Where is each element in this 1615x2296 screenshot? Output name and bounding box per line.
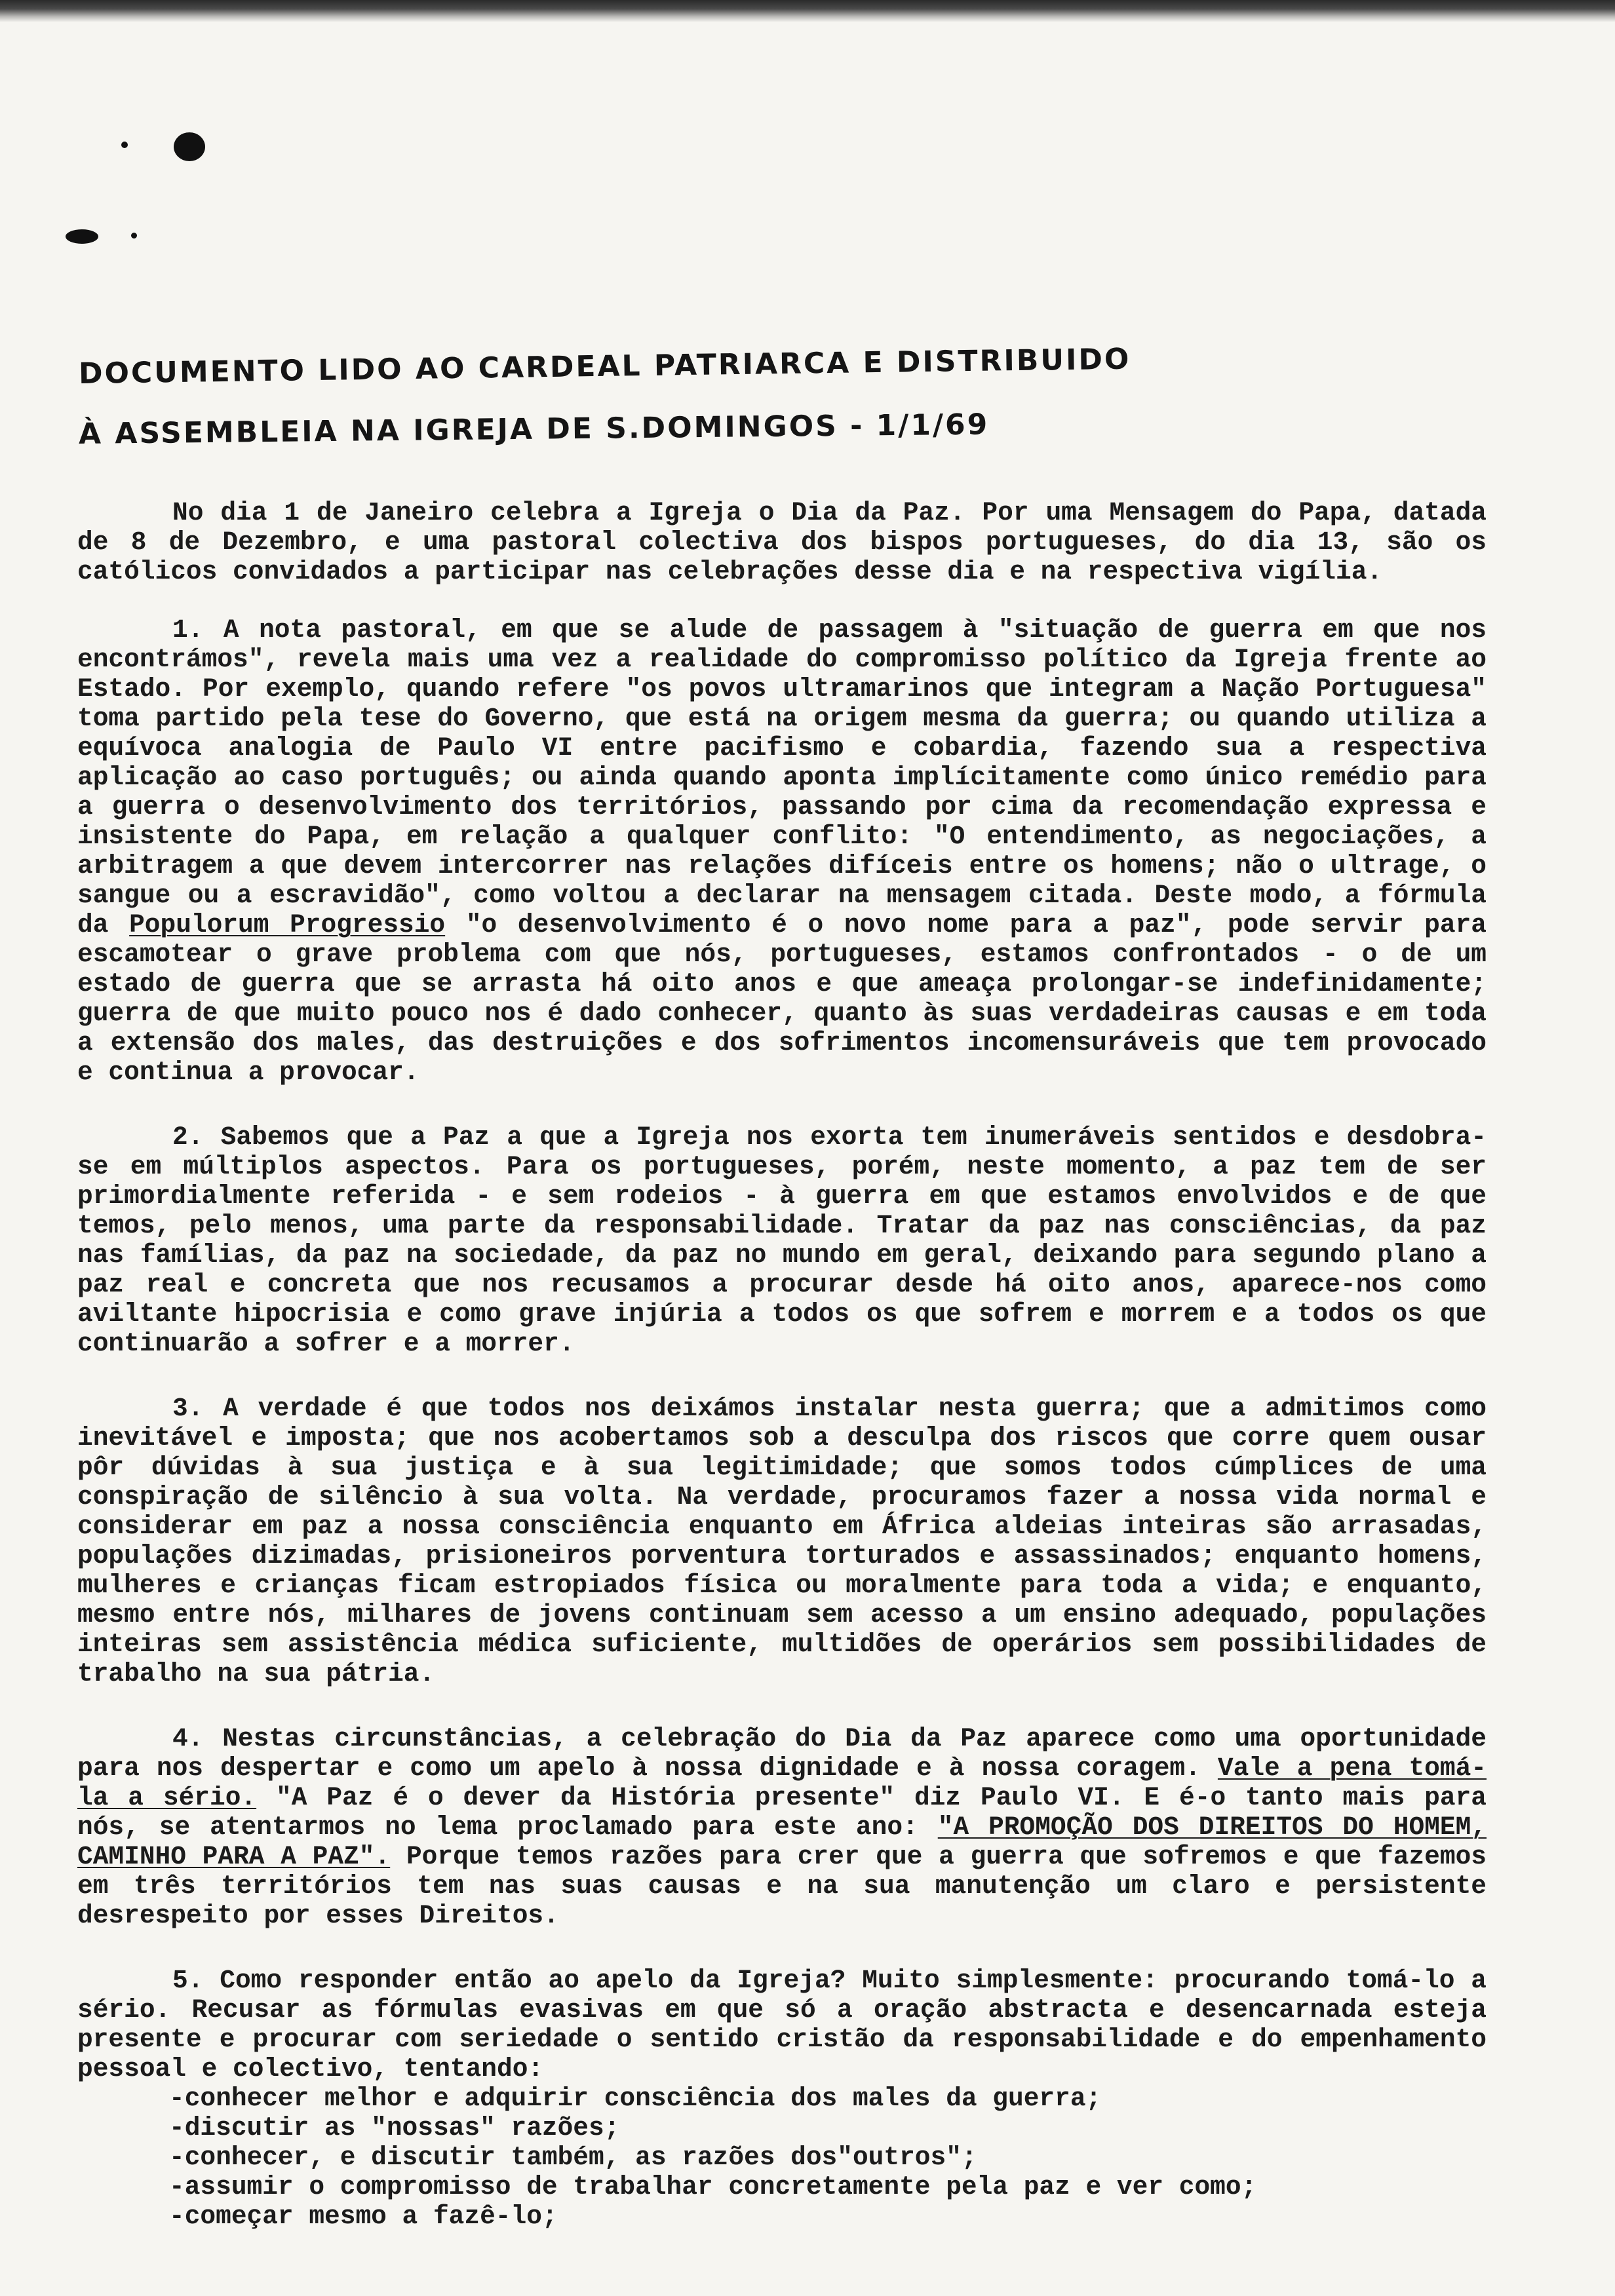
- ink-smudge: [66, 229, 98, 244]
- paragraph-2: 2. Sabemos que a Paz a que a Igreja nos exorta tem inumeráveis sentidos e desdobra-se em múltiplos aspectos. Para os portugueses, porém, neste momento, a paz tem de ser primordialmente referida - e sem rodeios - à guerra em que estamos envolvidos e de que temos, pelo menos, uma parte da responsabilidade. Tratar da paz nas consciências, da paz nas famílias, da paz na sociedade, da paz no mundo em geral, deixando para segundo plano a paz real e concreta que nos recusamos a procurar desde há oito anos, aparece-nos como aviltante hipocrisia e como grave injúria a todos os que sofrem e morrem e a todos os que continuarão a sofrer e a morrer.: [77, 1122, 1487, 1358]
- vale-a-pena-underlined: Vale a pena tomá-la a sério.: [77, 1753, 1487, 1812]
- list-item: -começar mesmo a fazê-lo;: [169, 2202, 558, 2231]
- paragraph-1-text-a: 1. A nota pastoral, em que se alude de passagem à "situação de guerra em que nos encontrámos", revela mais uma vez a realidade do compromisso político da Igreja frente ao Estado. Por exemplo, quando refere "os povos ultramarinos que integram a Nação Portuguesa" toma partido pela tese do Governo, que está na origem mesma da guerra; ou quando utiliza a equívoca analogia de Paulo VI entre pacifismo e cobardia, fazendo sua a respectiva aplicação ao caso português; ou ainda quando aponta implícitamente como único remédio para a guerra o desenvolvimento dos territórios, passando por cima da recomendação expressa e insistente do Papa, em relação a qualquer conflito: "O entendimento, as negociações, a arbitragem a que devem intercorrer nas relações difíceis entre os homens; não o ultrage, o sangue ou a escravidão", como voltou a declarar na mensagem citada. Deste modo, a fórmula da: [77, 615, 1487, 940]
- list-item: -conhecer melhor e adquirir consciência dos males da guerra;: [169, 2084, 1102, 2113]
- paragraph-3: 3. A verdade é que todos nos deixámos instalar nesta guerra; que a admitimos como inevitável e imposta; que nos acobertamos sob a desculpa dos riscos que corre quem ousar pôr dúvidas à sua justiça e à sua legitimidade; que somos todos cúmplices de uma conspiração de silêncio à sua volta. Na verdade, procuramos fazer a nossa vida normal e considerar em paz a nossa consciência enquanto em África aldeias inteiras são arrasadas, populações dizimadas, prisioneiros porventura torturados e assassinados; enquanto homens, mulheres e crianças ficam estropiados física ou moralmente para toda a vida; e enquanto, mesmo entre nós, milhares de jovens continuam sem acesso a um ensino adequado, populações inteiras sem assistência médica suficiente, multidões de operários sem possibilidades de trabalho na sua pátria.: [77, 1394, 1487, 1689]
- ink-dot-large: [174, 132, 205, 161]
- lema-underlined: "A PROMOÇÃO DOS DIREITOS DO HOMEM, CAMINHO PARA A PAZ".: [77, 1812, 1487, 1871]
- heading-line-1: DOCUMENTO LIDO AO CARDEAL PATRIARCA E DISTRIBUIDO: [78, 342, 1131, 391]
- paragraph-intro: No dia 1 de Janeiro celebra a Igreja o Dia da Paz. Por uma Mensagem do Papa, datada de 8 de Dezembro, e uma pastoral colectiva dos bispos portugueses, do dia 13, são os católicos convidados a participar nas celebrações desse dia e na respectiva vigília.: [77, 498, 1487, 586]
- list-item: -conhecer, e discutir também, as razões dos"outros";: [169, 2143, 977, 2172]
- paragraph-1-text-b: "o desenvolvimento é o novo nome para a paz", pode servir para escamotear o grave problema com que nós, portugueses, estamos confrontados - o de um estado de guerra que se arrasta há oito anos e que ameaça prolongar-se indefinidamente; guerra de que muito pouco nos é dado conhecer, quanto às suas verdadeiras causas e em toda a extensão dos males, das destruições e dos sofrimentos incomensuráveis que tem provocado e continua a provocar.: [77, 910, 1487, 1087]
- paragraph-4-text-c: Porque temos razões para crer que a guerra que sofremos e que fazemos em três territórios tem nas suas causas e na sua manutenção um claro e persistente desrespeito por esses Direitos.: [77, 1842, 1487, 1930]
- handwritten-heading: [79, 344, 1521, 465]
- list-item: -discutir as "nossas" razões;: [169, 2113, 620, 2143]
- document-body: [77, 498, 1487, 2231]
- ink-dot-small: [121, 142, 128, 148]
- paragraph-4-text-a: 4. Nestas circunstâncias, a celebração do Dia da Paz aparece como uma oportunidade para nos despertar e como um apelo à nossa dignidade e à nossa coragem.: [77, 1724, 1487, 1783]
- paragraph-4-text-b: "A Paz é o dever da História presente" diz Paulo VI. E é-o tanto mais para nós, se atentarmos no lema proclamado para este ano:: [77, 1783, 1487, 1842]
- ink-dot-tiny: [131, 233, 137, 239]
- paragraph-5: 5. Como responder então ao apelo da Igreja? Muito simplesmente: procurando tomá-lo a sério. Recusar as fórmulas evasivas em que só a oração abstracta e desencarnada esteja presente e procurar com seriedade o sentido cristão da responsabilidade e do empenhamento pessoal e colectivo, tentando:: [77, 1966, 1487, 2084]
- paragraph-4: [77, 1724, 1487, 1930]
- list-item: -assumir o compromisso de trabalhar concretamente pela paz e ver como;: [169, 2172, 1257, 2202]
- paragraph-1: [77, 615, 1487, 1087]
- populorum-progressio-underlined: Populorum Progressio: [129, 910, 446, 940]
- scan-top-edge: [0, 0, 1615, 22]
- heading-line-2: À ASSEMBLEIA NA IGREJA DE S.DOMINGOS - 1/1/69: [78, 408, 990, 451]
- action-list: [77, 2084, 1487, 2231]
